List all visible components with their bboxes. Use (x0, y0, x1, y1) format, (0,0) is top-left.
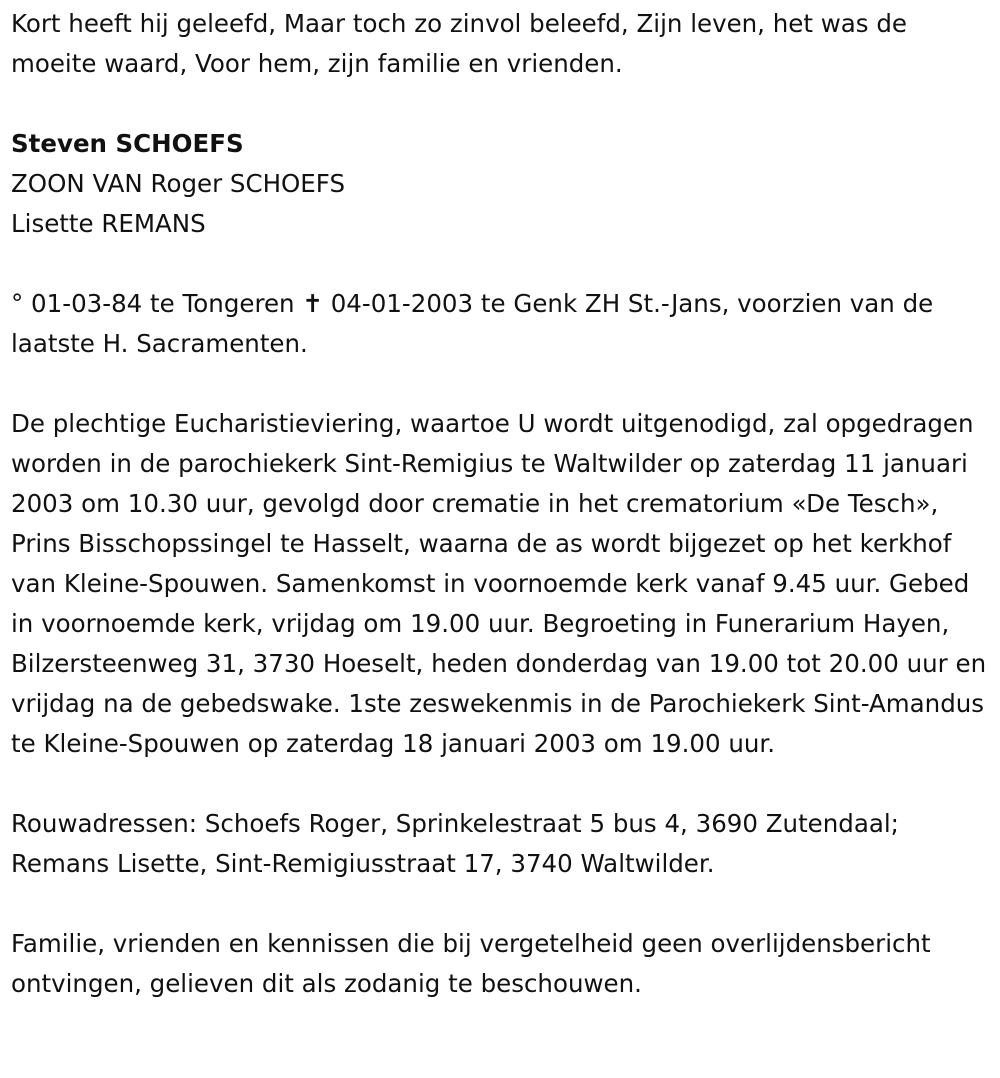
ceremony-paragraph: De plechtige Eucharistieviering, waartoe U wordt uitgenodigd, zal opgedragen worden in de parochiekerk Sint-Remigius te Waltwilder op zaterdag 11 januari 2003 om 10.30 uur, gevolgd door crematie in het crematorium «De Tesch», Prins Bisschopssingel te Hasselt, waarna de as wordt bijgezet op het kerkhof van Kleine-Spouwen. Samenkomst in voornoemde kerk vanaf 9.45 uur. Gebed in voornoemde kerk, vrijdag om 19.00 uur. Begroeting in Funerarium Hayen, Bilzersteenweg 31, 3730 Hoeselt, heden donderdag van 19.00 tot 20.00 uur en vrijdag na de gebedswake. 1ste zeswekenmis in de Parochiekerk Sint-Amandus te Kleine-Spouwen op zaterdag 18 januari 2003 om 19.00 uur. (11, 409, 987, 758)
obituary-document (11, 4, 991, 1004)
mourning-addresses: Rouwadressen: Schoefs Roger, Sprinkelestraat 5 bus 4, 3690 Zutendaal; Remans Lisette, Sint-Remigiusstraat 17, 3740 Waltwilder. (11, 809, 899, 878)
birth-death-dates (11, 284, 991, 364)
birth-symbol: ° (11, 289, 24, 318)
poem-text: Kort heeft hij geleefd, Maar toch zo zinvol beleefd, Zijn leven, het was de moeite waard, Voor hem, zijn familie en vrienden. (11, 9, 907, 78)
parents-father-line: ZOON VAN Roger SCHOEFS (11, 169, 345, 198)
death-info: 04-01-2003 te Genk ZH St.-Jans, voorzien van de laatste H. Sacramenten. (11, 289, 934, 358)
parents-mother-line: Lisette REMANS (11, 209, 206, 238)
closing-notice: Familie, vrienden en kennissen die bij vergetelheid geen overlijdensbericht ontvingen, gelieven dit als zodanig te beschouwen. (11, 929, 931, 998)
cross-icon: ✝ (302, 289, 323, 318)
deceased-name: Steven SCHOEFS (11, 129, 244, 158)
birth-info: 01-03-84 te Tongeren (31, 289, 295, 318)
